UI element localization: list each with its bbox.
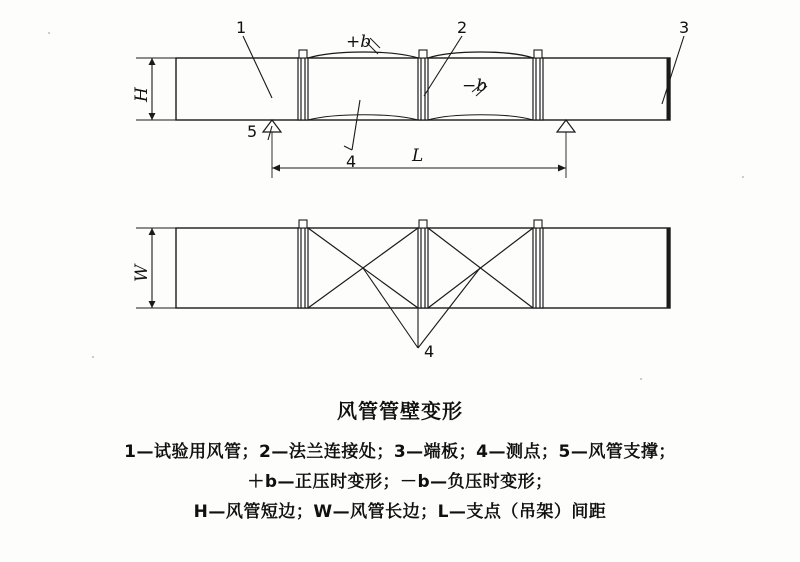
dimension-l: L: [412, 146, 424, 166]
callout-4-elevation: 4: [346, 152, 357, 171]
dimension-w: W: [132, 264, 152, 282]
figure-title: 风管管壁变形: [337, 399, 463, 423]
label-positive-deformation: +b: [346, 32, 372, 52]
callout-5: 5: [247, 122, 258, 141]
legend-line-3: H—风管短边；W—风管长边；L—支点（吊架）间距: [193, 501, 607, 522]
callout-4-plan: 4: [424, 342, 435, 361]
callout-1: 1: [236, 18, 247, 37]
dimension-h: H: [132, 87, 152, 102]
callout-2: 2: [457, 18, 468, 37]
legend-line-2: ＋b—正压时变形；－b—负压时变形；: [247, 471, 553, 492]
legend-line-1: 1—试验用风管；2—法兰连接处；3—端板；4—测点；5—风管支撑；: [124, 442, 676, 462]
figure-caption: [0, 395, 800, 527]
label-negative-deformation: −b: [462, 76, 488, 96]
callout-3: 3: [679, 18, 690, 37]
